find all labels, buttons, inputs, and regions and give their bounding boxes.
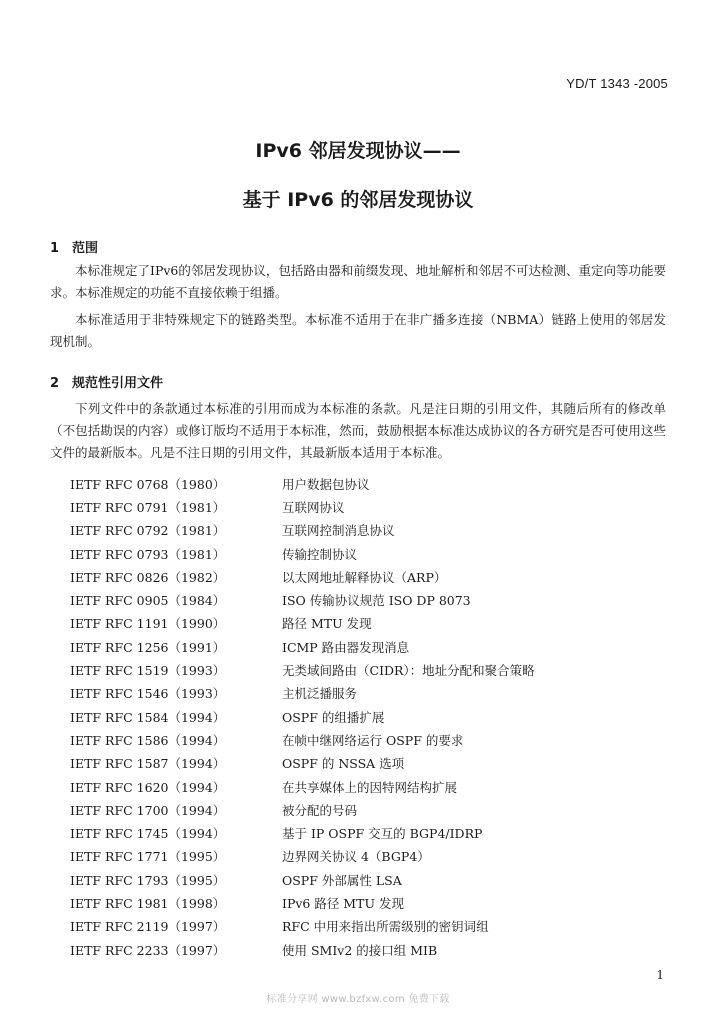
reference-row bbox=[70, 705, 630, 728]
reference-list bbox=[70, 472, 630, 961]
section-2-paragraph-1: 下列文件中的条款通过本标准的引用而成为本标准的条款。凡是注日期的引用文件，其随后所有的修改单（不包括勘误的内容）或修订版均不适用于本标准，然而，鼓励根据本标准达成协议的各方研究是否可使用这些文件的最新版本。凡是不注日期的引用文件，其最新版本适用于本标准。 bbox=[50, 401, 666, 460]
page-number: 1 bbox=[656, 968, 664, 982]
reference-row bbox=[70, 542, 630, 565]
reference-id: IETF RFC 1587（1994） bbox=[70, 756, 226, 772]
section-2-title: 规范性引用文件 bbox=[72, 376, 164, 391]
document-title-line-1: IPv6 邻居发现协议—— bbox=[255, 140, 461, 162]
watermark: 标准分享网 www.bzfxw.com 免费下载 bbox=[266, 994, 450, 1005]
reference-id: IETF RFC 0791（1981） bbox=[70, 499, 226, 515]
reference-title: ISO 传输协议规范 ISO DP 8073 bbox=[282, 593, 471, 609]
reference-id: IETF RFC 0768（1980） bbox=[70, 476, 226, 492]
reference-id: IETF RFC 2233（1997） bbox=[70, 942, 226, 958]
reference-row bbox=[70, 845, 630, 868]
reference-id: IETF RFC 1745（1994） bbox=[70, 826, 226, 842]
reference-id: IETF RFC 1584（1994） bbox=[70, 709, 226, 725]
reference-title: IPv6 路径 MTU 发现 bbox=[282, 895, 404, 911]
reference-title: 互联网控制消息协议 bbox=[282, 523, 395, 539]
reference-row bbox=[70, 728, 630, 751]
reference-row bbox=[70, 915, 630, 938]
reference-row bbox=[70, 588, 630, 611]
reference-id: IETF RFC 0793（1981） bbox=[70, 546, 226, 562]
section-2-heading bbox=[50, 372, 163, 391]
reference-title: 以太网地址解释协议（ARP） bbox=[282, 569, 447, 585]
reference-id: IETF RFC 1191（1990） bbox=[70, 616, 226, 632]
reference-title: ICMP 路由器发现消息 bbox=[282, 639, 410, 655]
reference-id: IETF RFC 1256（1991） bbox=[70, 639, 226, 655]
document-title-line-2: 基于 IPv6 的邻居发现协议 bbox=[242, 189, 474, 211]
reference-title: 基于 IP OSPF 交互的 BGP4/IDRP bbox=[282, 826, 483, 842]
reference-title: OSPF 的 NSSA 选项 bbox=[282, 756, 405, 772]
reference-title: 在帧中继网络运行 OSPF 的要求 bbox=[282, 732, 464, 748]
reference-row bbox=[70, 658, 630, 681]
reference-title: 路径 MTU 发现 bbox=[282, 616, 372, 632]
reference-title: 使用 SMIv2 的接口组 MIB bbox=[282, 942, 438, 958]
section-1-heading bbox=[50, 237, 98, 256]
reference-id: IETF RFC 0792（1981） bbox=[70, 523, 226, 539]
reference-id: IETF RFC 0905（1984） bbox=[70, 593, 226, 609]
reference-id: IETF RFC 1793（1995） bbox=[70, 872, 226, 888]
reference-title: 被分配的号码 bbox=[282, 802, 358, 818]
reference-title: 边界网关协议 4（BGP4） bbox=[282, 849, 430, 865]
section-2-number: 2 bbox=[50, 376, 60, 391]
reference-id: IETF RFC 1771（1995） bbox=[70, 849, 226, 865]
reference-row bbox=[70, 798, 630, 821]
reference-title: 无类域间路由（CIDR）：地址分配和聚合策略 bbox=[282, 663, 535, 679]
reference-row bbox=[70, 635, 630, 658]
reference-id: IETF RFC 1700（1994） bbox=[70, 802, 226, 818]
reference-title: 传输控制协议 bbox=[282, 546, 358, 562]
reference-row bbox=[70, 938, 630, 961]
section-1-title: 范围 bbox=[72, 241, 99, 256]
reference-id: IETF RFC 1981（1998） bbox=[70, 895, 226, 911]
reference-row bbox=[70, 472, 630, 495]
reference-title: 用户数据包协议 bbox=[282, 476, 370, 492]
section-1-paragraph-1: 本标准规定了IPv6的邻居发现协议，包括路由器和前缀发现、地址解析和邻居不可达检测、重定向等功能要求。本标准规定的功能不直接依赖于组播。 bbox=[50, 263, 666, 300]
standard-number: YD/T 1343 -2005 bbox=[566, 76, 668, 91]
reference-title: OSPF 的组播扩展 bbox=[282, 709, 385, 725]
section-1-number: 1 bbox=[50, 241, 60, 256]
reference-title: 互联网协议 bbox=[282, 499, 345, 515]
reference-row bbox=[70, 612, 630, 635]
reference-row bbox=[70, 821, 630, 844]
section-1-paragraph-2: 本标准适用于非特殊规定下的链路类型。本标准不适用于在非广播多连接（NBMA）链路上使用的邻居发现机制。 bbox=[50, 312, 666, 349]
reference-id: IETF RFC 1546（1993） bbox=[70, 686, 226, 702]
reference-row bbox=[70, 752, 630, 775]
reference-row bbox=[70, 519, 630, 542]
reference-row bbox=[70, 891, 630, 914]
reference-id: IETF RFC 0826（1982） bbox=[70, 569, 226, 585]
reference-id: IETF RFC 1519（1993） bbox=[70, 663, 226, 679]
reference-row bbox=[70, 775, 630, 798]
reference-row bbox=[70, 682, 630, 705]
reference-title: 在共享媒体上的因特网结构扩展 bbox=[282, 779, 458, 795]
reference-title: 主机泛播服务 bbox=[282, 686, 358, 702]
reference-id: IETF RFC 2119（1997） bbox=[70, 919, 226, 935]
reference-row bbox=[70, 868, 630, 891]
reference-id: IETF RFC 1620（1994） bbox=[70, 779, 226, 795]
reference-title: OSPF 外部属性 LSA bbox=[282, 872, 402, 888]
reference-row bbox=[70, 565, 630, 588]
reference-id: IETF RFC 1586（1994） bbox=[70, 732, 226, 748]
reference-row bbox=[70, 495, 630, 518]
reference-title: RFC 中用来指出所需级别的密钥词组 bbox=[282, 919, 489, 935]
